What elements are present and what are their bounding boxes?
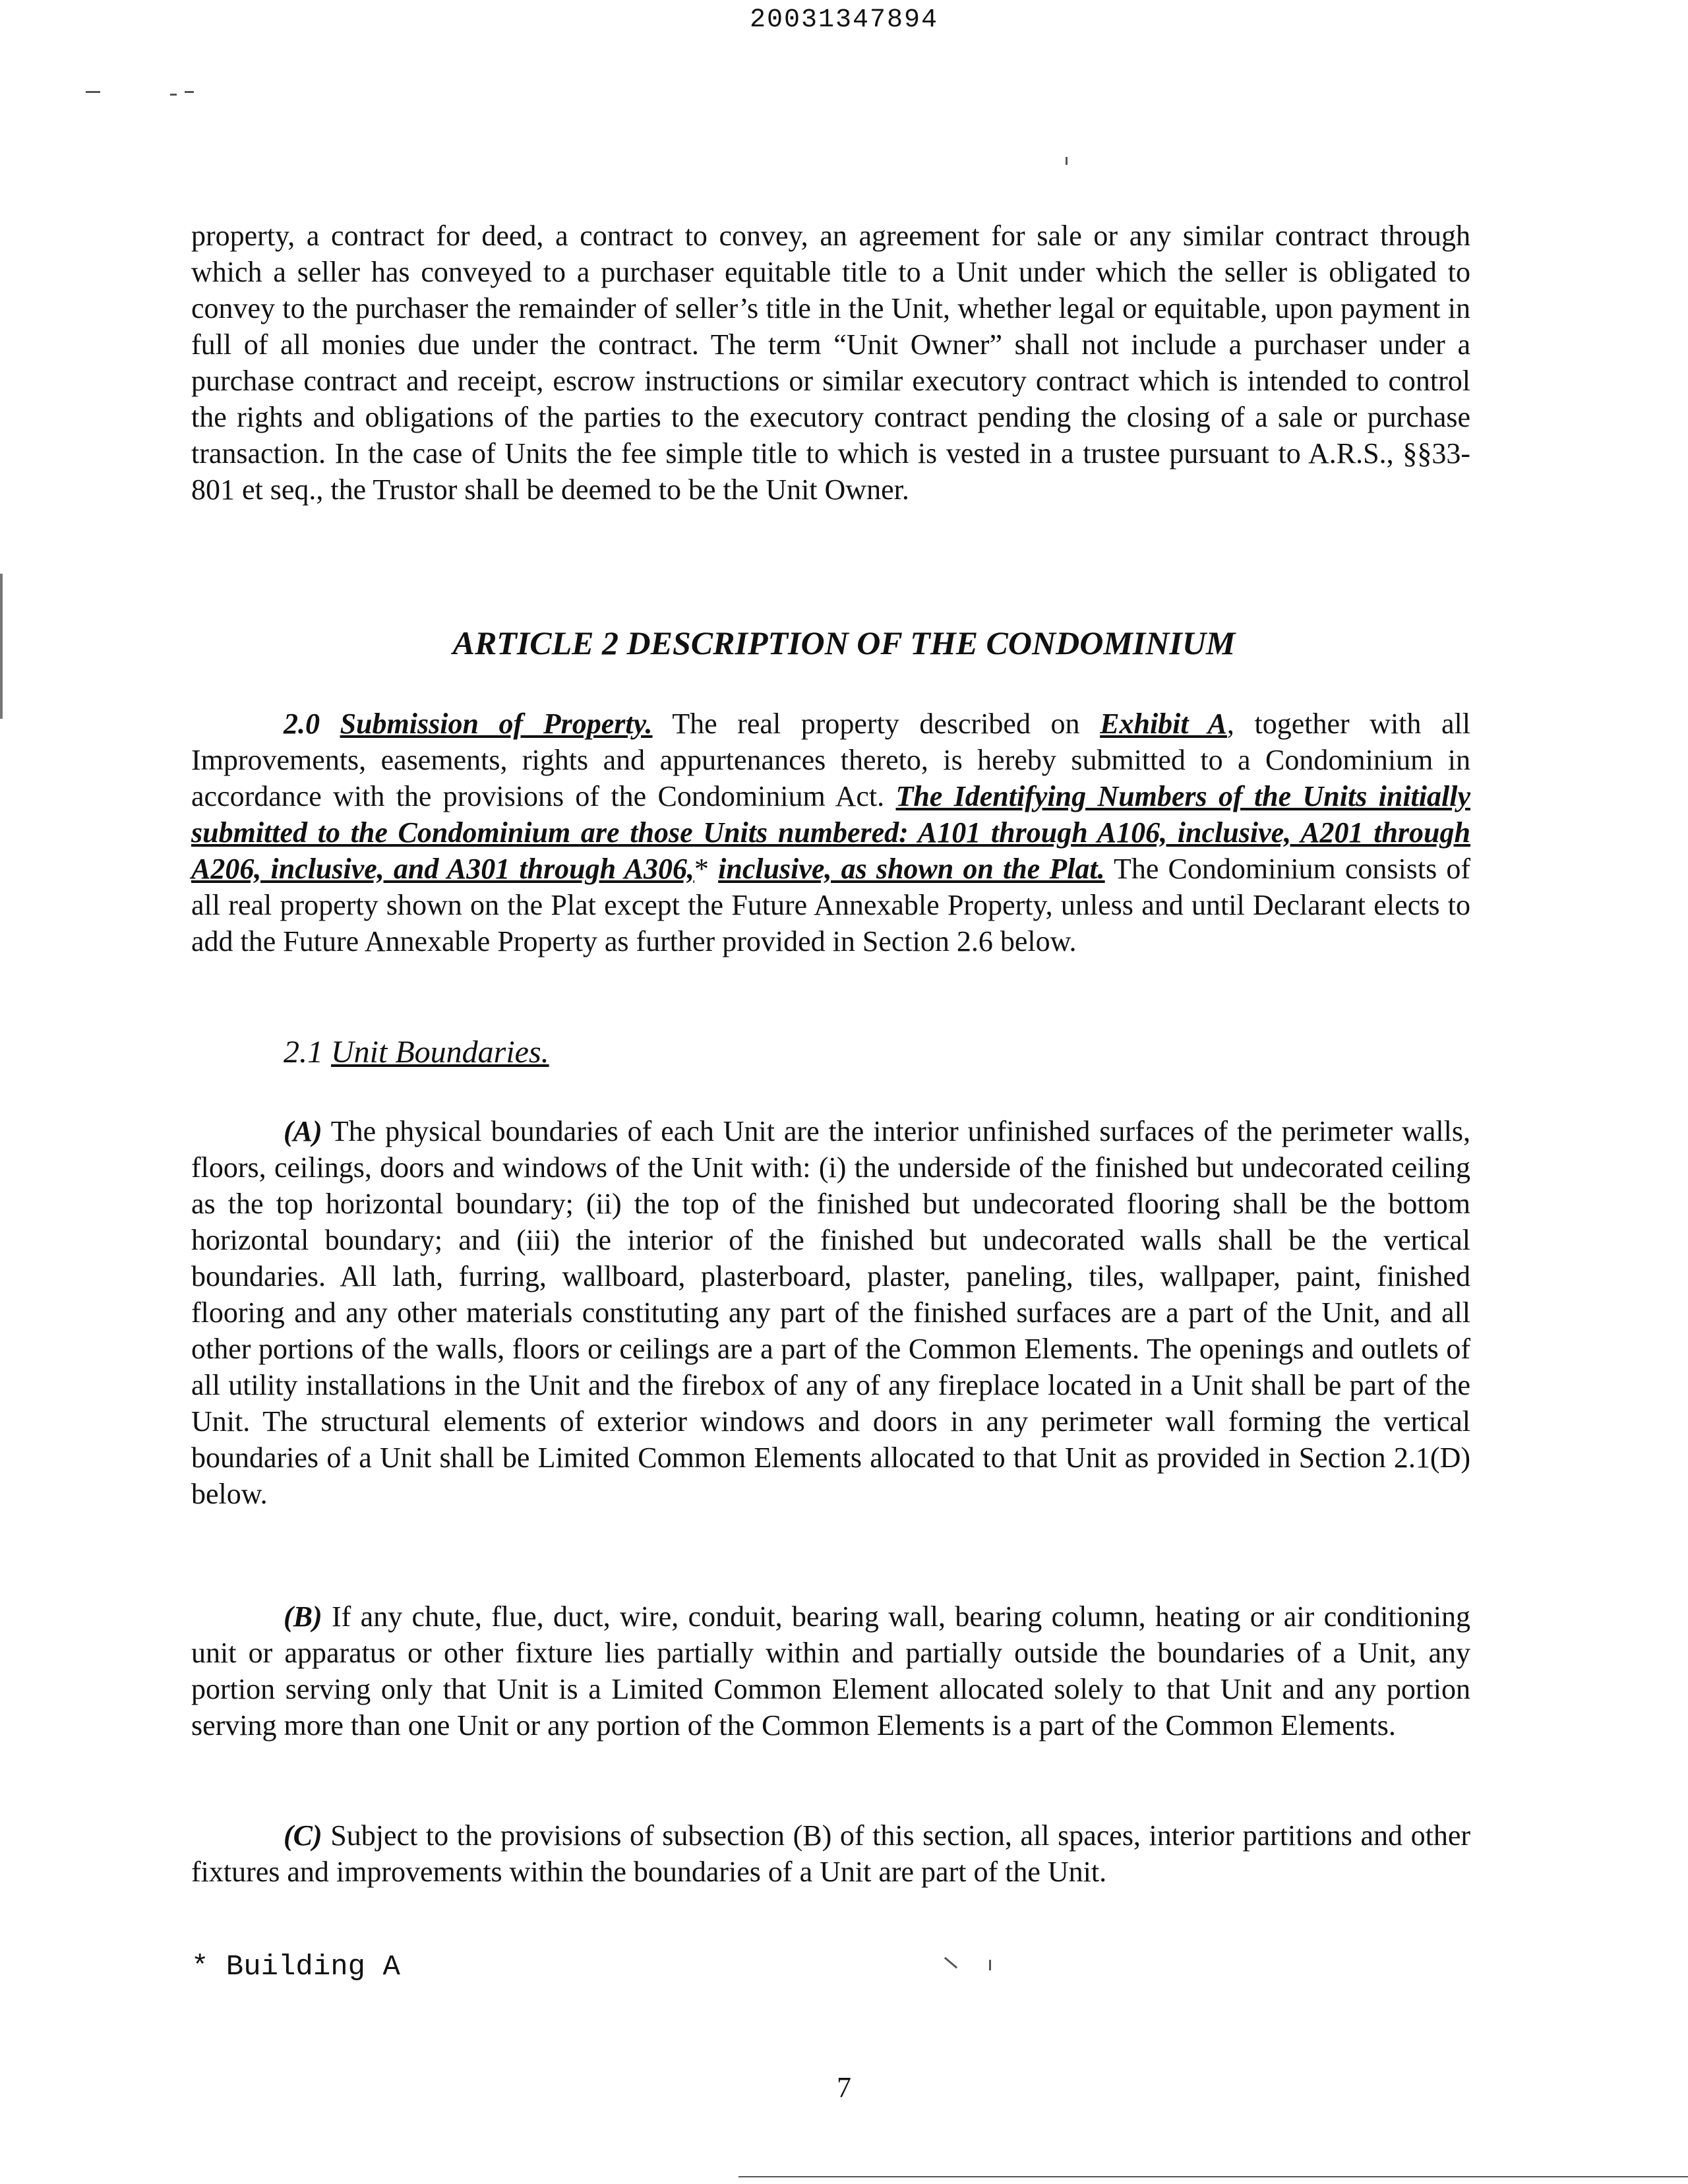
paragraph-text: Subject to the provisions of subsection (B) of this section, all spaces, interior partitions and other fixtures and improvements within the boundaries of a Unit are part of the Unit. [191, 1819, 1470, 1888]
paragraph-label: (C) [284, 1819, 322, 1852]
paragraph-label: (A) [284, 1115, 322, 1147]
section-text: The Condominium consists of all real property shown on the Plat except the Future Annexable Property, unless and until Declarant elects to add the Future Annexable Property as further provided in Section 2.6 below. [191, 853, 1471, 957]
section-2-1-heading [284, 1034, 549, 1070]
section-text: The real property described on [652, 708, 1100, 740]
page-number: 7 [837, 2071, 851, 2104]
section-number: 2.0 [284, 708, 320, 740]
footnote: * Building A [191, 1951, 400, 1984]
handwritten-mark [944, 1957, 957, 1969]
paragraph-a [191, 1113, 1470, 1512]
paragraph-label: (B) [284, 1600, 322, 1633]
asterisk-mark: * [694, 853, 709, 885]
identifying-units: The Identifying Numbers of the Units initially submitted to the Condominium are those Units numbered: A101 through A106, inclusive, A201 through A206, inclusive, and A301 through A306, [191, 780, 1470, 885]
paragraph-text: If any chute, flue, duct, wire, conduit, bearing wall, bearing column, heating or air conditioning unit or apparatus or other fixture lies partially within and partially outside the boundaries of a Unit, any portion serving only that Unit is a Limited Common Element allocated solely to that Unit and any portion serving more than one Unit or any portion of the Common Elements is a part of the Common Elements. [191, 1600, 1470, 1742]
exhibit-reference: Exhibit A [1100, 708, 1227, 740]
article-heading: ARTICLE 2 DESCRIPTION OF THE CONDOMINIUM [452, 624, 1236, 661]
paragraph-b [191, 1598, 1470, 1744]
intro-paragraph: property, a contract for deed, a contract to convey, an agreement for sale or any similar contract through which a seller has conveyed to a purchaser equitable title to a Unit under which the seller is obligated to convey to the purchaser the remainder of seller’s title in the Unit, whether legal or equitable, upon payment in full of all monies due under the contract. The term “Unit Owner” shall not include a purchaser under a purchase contract and receipt, escrow instructions or similar executory contract which is intended to control the rights and obligations of the parties to the executory contract pending the closing of a sale or purchase transaction. In the case of Units the fee simple title to which is vested in a trustee pursuant to A.R.S., §§33-801 et seq., the Trustor shall be deemed to be the Unit Owner. [191, 220, 1470, 506]
scan-mark [1066, 157, 1068, 165]
paragraph-c [191, 1817, 1470, 1890]
scan-mark [170, 94, 177, 96]
scan-mark [185, 91, 194, 93]
bottom-scan-line [738, 2176, 1688, 2177]
section-text: , together with all Improvements, easements, rights and appurtenances thereto, is hereby submitted to a Condominium in accordance with the provisions of the Condominium Act. [191, 708, 1470, 812]
paragraph-text: The physical boundaries of each Unit are the interior unfinished surfaces of the perimeter walls, floors, ceilings, doors and windows of the Unit with: (i) the underside of the finished but undecorated ceiling as the top horizontal boundary; (ii) the top of the finished but undecorated flooring shall be the bottom horizontal boundary; and (iii) the interior of the finished but undecorated walls shall be the vertical boundaries. All lath, furring, wallboard, plasterboard, plaster, paneling, tiles, wallpaper, paint, finished flooring and any other materials constituting any part of the finished surfaces are a part of the Unit, and all other portions of the walls, floors or ceilings are a part of the Common Elements. The openings and outlets of all utility installations in the Unit and the firebox of any of any fireplace located in a Unit shall be part of the Unit. The structural elements of exterior windows and doors in any perimeter wall forming the vertical boundaries of a Unit shall be Limited Common Elements allocated to that Unit as provided in Section 2.1(D) below. [191, 1115, 1470, 1510]
section-2-0-paragraph [191, 706, 1470, 959]
section-title: Unit Boundaries. [331, 1035, 549, 1070]
identifying-units-end: inclusive, as shown on the Plat. [718, 853, 1105, 885]
handwritten-mark [989, 1960, 991, 1970]
section-number: 2.1 [284, 1035, 323, 1070]
scan-mark [86, 91, 100, 93]
document-number: 20031347894 [749, 5, 939, 35]
section-title: Submission of Property. [340, 708, 653, 740]
